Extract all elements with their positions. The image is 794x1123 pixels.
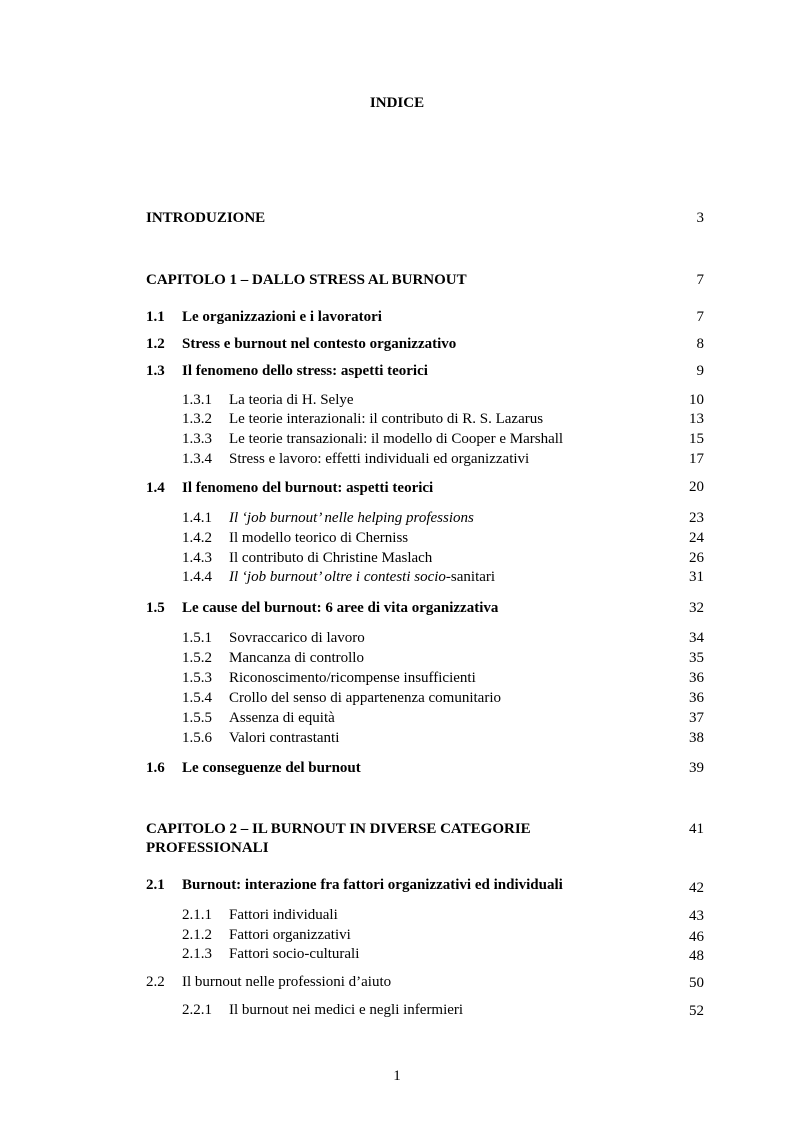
subsection-label: Fattori organizzativi <box>229 927 351 943</box>
subsection-label: Le teorie interazionali: il contributo di R. S. Lazarus <box>229 411 544 427</box>
subsection-label: Stress e lavoro: effetti individuali ed organizzativi <box>229 451 530 467</box>
section-page: 9 <box>696 363 704 379</box>
subsection-page: 43 <box>689 908 704 924</box>
subsection-number: 2.2.1 <box>182 1002 212 1018</box>
subsection-page: 48 <box>689 948 704 964</box>
subsection-number: 2.1.2 <box>182 927 212 943</box>
subsection-page: 31 <box>689 569 704 585</box>
subsection-label: Fattori individuali <box>229 907 338 923</box>
subsection-number: 1.4.1 <box>182 510 212 526</box>
subsection-page: 10 <box>689 392 704 408</box>
section-number: 2.1 <box>146 877 165 893</box>
section-page: 42 <box>689 880 704 896</box>
subsection-number: 1.3.4 <box>182 451 212 467</box>
section-number: 1.4 <box>146 480 165 496</box>
section-label: Stress e burnout nel contesto organizzativo <box>182 336 457 352</box>
subsection-page: 35 <box>689 650 704 666</box>
section-page: 39 <box>689 760 704 776</box>
section-page: 50 <box>689 975 704 991</box>
section-label: Il fenomeno del burnout: aspetti teorici <box>182 480 434 496</box>
section-page: 20 <box>689 479 704 495</box>
section-number: 1.6 <box>146 760 165 776</box>
toc-intro-page: 3 <box>696 210 704 226</box>
section-label: Le organizzazioni e i lavoratori <box>182 309 382 325</box>
subsection-number: 1.5.6 <box>182 730 212 746</box>
chapter-2-label-line2: PROFESSIONALI <box>146 840 269 856</box>
subsection-page: 52 <box>689 1003 704 1019</box>
subsection-page: 23 <box>689 510 704 526</box>
subsection-number: 1.5.3 <box>182 670 212 686</box>
page-title: INDICE <box>369 95 425 111</box>
chapter-1-page: 7 <box>696 272 704 288</box>
section-page: 8 <box>696 336 704 352</box>
subsection-number: 2.1.3 <box>182 946 212 962</box>
section-number: 2.2 <box>146 974 165 990</box>
subsection-page: 34 <box>689 630 704 646</box>
subsection-label: Sovraccarico di lavoro <box>229 630 365 646</box>
subsection-label: Il contributo di Christine Maslach <box>229 550 433 566</box>
subsection-number: 1.5.1 <box>182 630 212 646</box>
section-label: Burnout: interazione fra fattori organizzativi ed individuali <box>182 877 563 893</box>
subsection-page: 17 <box>689 451 704 467</box>
chapter-2-label-line1: CAPITOLO 2 – IL BURNOUT IN DIVERSE CATEGORIE <box>146 821 531 837</box>
subsection-label: Riconoscimento/ricompense insufficienti <box>229 670 476 686</box>
section-number: 1.2 <box>146 336 165 352</box>
subsection-label: Fattori socio-culturali <box>229 946 360 962</box>
subsection-page: 26 <box>689 550 704 566</box>
subsection-page: 13 <box>689 411 704 427</box>
subsection-label-rest: -sanitari <box>445 569 496 585</box>
subsection-page: 36 <box>689 670 704 686</box>
subsection-number: 1.5.2 <box>182 650 212 666</box>
subsection-page: 36 <box>689 690 704 706</box>
subsection-number: 1.3.3 <box>182 431 212 447</box>
subsection-number: 1.3.2 <box>182 411 212 427</box>
section-label: Il burnout nelle professioni d’aiuto <box>182 974 392 990</box>
subsection-label: Valori contrastanti <box>229 730 340 746</box>
chapter-1-label: CAPITOLO 1 – DALLO STRESS AL BURNOUT <box>146 272 467 288</box>
section-page: 32 <box>689 600 704 616</box>
section-page: 7 <box>696 309 704 325</box>
toc-intro-label: INTRODUZIONE <box>146 210 266 226</box>
subsection-label: Crollo del senso di appartenenza comunitario <box>229 690 501 706</box>
subsection-page: 24 <box>689 530 704 546</box>
section-label: Le conseguenze del burnout <box>182 760 361 776</box>
subsection-label: Mancanza di controllo <box>229 650 364 666</box>
subsection-number: 1.5.5 <box>182 710 212 726</box>
subsection-label: La teoria di H. Selye <box>229 392 354 408</box>
page-number: 1 <box>393 1068 401 1084</box>
section-number: 1.1 <box>146 309 165 325</box>
subsection-page: 15 <box>689 431 704 447</box>
subsection-label: Assenza di equità <box>229 710 335 726</box>
subsection-number: 1.4.3 <box>182 550 212 566</box>
subsection-number: 1.4.2 <box>182 530 212 546</box>
chapter-2-page: 41 <box>689 821 704 837</box>
subsection-number: 1.5.4 <box>182 690 212 706</box>
subsection-label: Il ‘job burnout’ nelle helping professions <box>229 510 474 526</box>
subsection-label: Il modello teorico di Cherniss <box>229 530 409 546</box>
subsection-label-italic: Il ‘job burnout’ oltre i contesti socio <box>229 569 446 585</box>
subsection-page: 46 <box>689 929 704 945</box>
subsection-number: 1.4.4 <box>182 569 212 585</box>
subsection-number: 1.3.1 <box>182 392 212 408</box>
subsection-label: Il burnout nei medici e negli infermieri <box>229 1002 464 1018</box>
section-number: 1.3 <box>146 363 165 379</box>
subsection-label <box>229 569 495 586</box>
subsection-page: 37 <box>689 710 704 726</box>
section-number: 1.5 <box>146 600 165 616</box>
subsection-label: Le teorie transazionali: il modello di Cooper e Marshall <box>229 431 564 447</box>
subsection-page: 38 <box>689 730 704 746</box>
section-label: Il fenomeno dello stress: aspetti teorici <box>182 363 428 379</box>
section-label: Le cause del burnout: 6 aree di vita organizzativa <box>182 600 499 616</box>
subsection-number: 2.1.1 <box>182 907 212 923</box>
